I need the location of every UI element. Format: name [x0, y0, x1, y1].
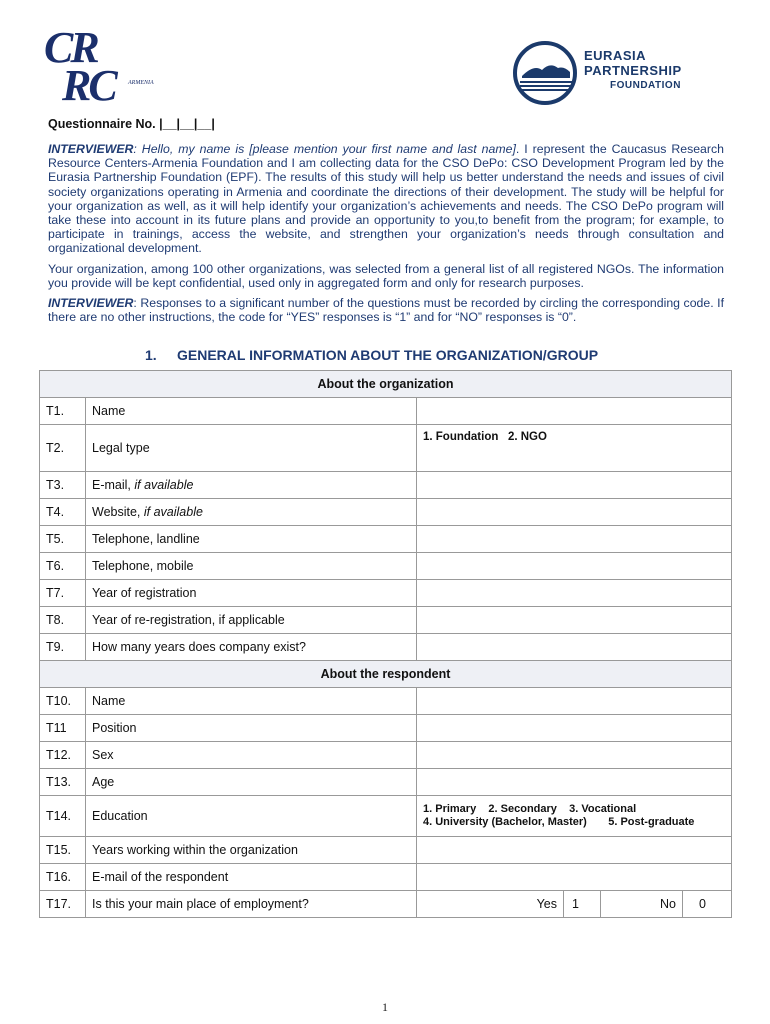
row-label: Name [86, 398, 417, 425]
row-label: Is this your main place of employment? [86, 891, 417, 918]
row-label [86, 499, 417, 526]
survey-table [39, 370, 732, 918]
org-header: About the organization [40, 371, 732, 398]
table-row [40, 398, 732, 425]
row-label: Position [86, 715, 417, 742]
table-row [40, 553, 732, 580]
table-row [40, 688, 732, 715]
table-row [40, 425, 732, 472]
questionnaire-number: Questionnaire No. |__|__|__| [48, 117, 215, 131]
intro-greeting: : Hello, my name is [133, 142, 250, 156]
education-options[interactable] [417, 796, 732, 837]
row-label: Telephone, landline [86, 526, 417, 553]
row-label-note: if available [134, 478, 194, 492]
row-label: Year of re-registration, if applicable [86, 607, 417, 634]
section-title: GENERAL INFORMATION ABOUT THE ORGANIZATION/GROUP [177, 347, 599, 363]
answer-cell[interactable] [417, 837, 732, 864]
row-label: How many years does company exist? [86, 634, 417, 661]
row-code: T17. [40, 891, 86, 918]
interviewer-label-2: INTERVIEWER [48, 296, 134, 311]
row-label: Name [86, 688, 417, 715]
answer-cell[interactable] [417, 634, 732, 661]
answer-cell[interactable] [417, 526, 732, 553]
answer-cell[interactable] [417, 742, 732, 769]
row-code: T8. [40, 607, 86, 634]
epf-line1: EURASIA [584, 48, 647, 63]
section-number: 1. [145, 347, 157, 363]
section-heading [145, 347, 598, 363]
answer-cell[interactable] [417, 553, 732, 580]
svg-text:RC: RC [62, 61, 115, 106]
row-label-main: Website, [92, 505, 144, 519]
answer-cell[interactable] [417, 499, 732, 526]
table-row [40, 472, 732, 499]
table-row [40, 742, 732, 769]
yes-no-cell [417, 891, 732, 918]
svg-text:CR: CR [44, 24, 97, 72]
table-row [40, 634, 732, 661]
row-label: Education [86, 796, 417, 837]
row-label: Sex [86, 742, 417, 769]
row-label: Age [86, 769, 417, 796]
svg-text:ARMENIA: ARMENIA [128, 80, 154, 86]
row-code: T7. [40, 580, 86, 607]
answer-cell[interactable] [417, 607, 732, 634]
row-code: T2. [40, 425, 86, 472]
table-row [40, 891, 732, 918]
intro-text [48, 142, 724, 330]
row-code: T9. [40, 634, 86, 661]
answer-cell[interactable] [417, 688, 732, 715]
education-options-line-2: 4. University (Bachelor, Master) 5. Post-graduate [423, 816, 695, 828]
row-label [86, 472, 417, 499]
row-code: T11 [40, 715, 86, 742]
answer-cell[interactable] [417, 769, 732, 796]
table-row [40, 715, 732, 742]
row-code: T6. [40, 553, 86, 580]
row-label-main: E-mail, [92, 478, 135, 492]
row-code: T10. [40, 688, 86, 715]
name-placeholder: [please mention your first name and last name] [249, 142, 516, 156]
row-code: T4. [40, 499, 86, 526]
table-row [40, 499, 732, 526]
intro-paragraph-1 [48, 142, 724, 256]
row-code: T12. [40, 742, 86, 769]
education-options-line-1: 1. Primary 2. Secondary 3. Vocational [423, 803, 637, 815]
table-row [40, 580, 732, 607]
row-label: Years working within the organization [86, 837, 417, 864]
crrc-logo [40, 24, 170, 106]
respondent-header: About the respondent [40, 661, 732, 688]
intro-paragraph-3 [48, 296, 724, 324]
row-code: T13. [40, 769, 86, 796]
no-code[interactable]: 0 [682, 891, 731, 917]
row-code: T14. [40, 796, 86, 837]
eurasia-partnership-logo [512, 40, 712, 106]
answer-cell[interactable] [417, 864, 732, 891]
yes-label: Yes [536, 897, 557, 911]
row-code: T5. [40, 526, 86, 553]
row-label: Year of registration [86, 580, 417, 607]
row-code: T16. [40, 864, 86, 891]
table-header-row [40, 661, 732, 688]
intro-paragraph-2: Your organization, among 100 other organizations, was selected from a general list of all registered NGOs. The information you provide will be kept confidential, used only in aggregated form and only for research purposes. [48, 261, 724, 290]
table-row [40, 607, 732, 634]
answer-cell[interactable] [417, 580, 732, 607]
row-label: Legal type [86, 425, 417, 472]
row-label: Telephone, mobile [86, 553, 417, 580]
answer-cell[interactable] [417, 398, 732, 425]
row-code: T15. [40, 837, 86, 864]
instruction-text: : Responses to a significant number of the questions must be recorded by circling the corresponding code. If there are no other instructions, the code for “YES” responses is “1” and for “NO” responses is “0”. [48, 296, 724, 325]
table-row [40, 769, 732, 796]
row-code: T3. [40, 472, 86, 499]
table-row [40, 837, 732, 864]
row-code: T1. [40, 398, 86, 425]
legal-type-options[interactable]: 1. Foundation 2. NGO [417, 425, 732, 472]
row-label: E-mail of the respondent [86, 864, 417, 891]
page-number: 1 [382, 1000, 388, 1014]
intro-body: . I represent the Caucasus Research Resource Centers-Armenia Foundation and I am collecting data for the CSO DePo: CSO Development Program led by the Eurasia Partnership Foundation (EPF). The results of this study will help us better understand the needs and issues of civil society organizations operating in Armenia and coordinate the directions of their development. The study will be helpful for your organization as well, as it will help identify your organization’s achievements and needs. The CSO DePo program will take these into account in its future plans and provide an opportunity to you,to benefit from the program; for example, to participate in trainings, access the website, and strengthen your organization’s needs through consultation and organizational development. [48, 142, 724, 256]
epf-line3: FOUNDATION [610, 80, 681, 91]
table-row [40, 526, 732, 553]
yes-code[interactable]: 1 [563, 891, 601, 917]
table-row [40, 864, 732, 891]
table-row [40, 796, 732, 837]
interviewer-label: INTERVIEWER [48, 142, 134, 156]
answer-cell[interactable] [417, 715, 732, 742]
row-label-note: if available [143, 505, 203, 519]
epf-line2: PARTNERSHIP [584, 63, 682, 78]
table-header-row [40, 371, 732, 398]
no-label: No [660, 897, 676, 911]
answer-cell[interactable] [417, 472, 732, 499]
